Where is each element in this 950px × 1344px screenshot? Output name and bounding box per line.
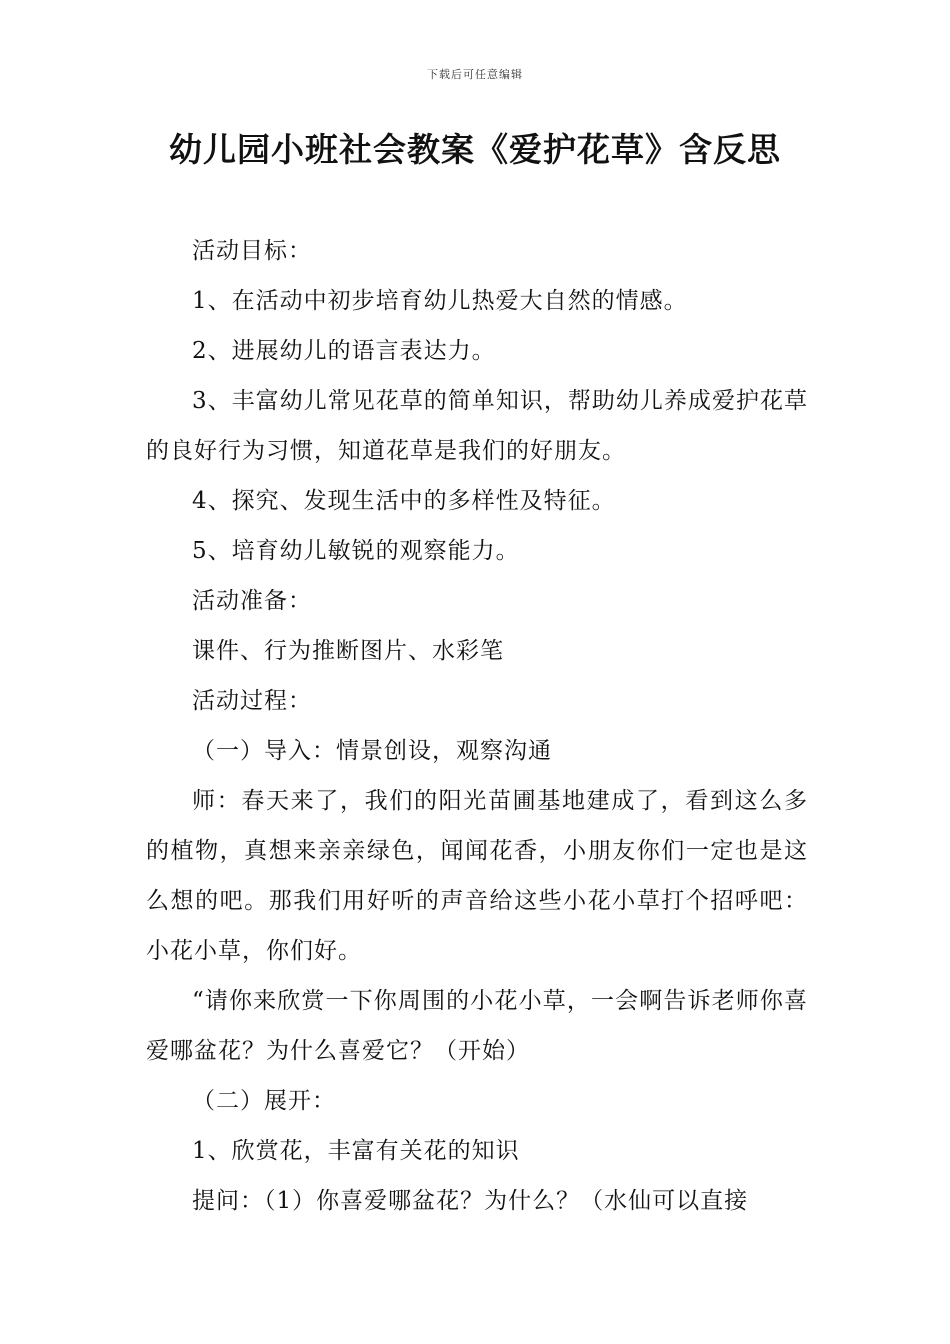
paragraph-step-develop: （二）展开： xyxy=(192,1088,336,1114)
document-title: 幼儿园小班社会教案《爱护花草》含反思 xyxy=(169,130,781,169)
paragraph-goal-5: 5、培育幼儿敏锐的观察能力。 xyxy=(192,538,520,564)
paragraph-teacher-speech: 师：春天来了，我们的阳光苗圃基地建成了，看到这么多的植物，真想来亲亲绿色，闻闻花香，小朋友你们一定也是这么想的吧。那我们用好听的声音给这些小花小草打个招呼吧：小花小草，你们好。 xyxy=(146,788,808,964)
section-heading-preparation: 活动准备： xyxy=(192,588,312,614)
paragraph-appreciate-flowers: 1、欣赏花，丰富有关花的知识 xyxy=(192,1138,520,1164)
paragraph-goal-3: 3、丰富幼儿常见花草的简单知识，帮助幼儿养成爱护花草的良好行为习惯，知道花草是我们的好朋友。 xyxy=(146,388,808,464)
header-note: 下载后可任意编辑 xyxy=(427,68,523,81)
section-heading-goals: 活动目标： xyxy=(192,238,312,264)
paragraph-goal-4: 4、探究、发现生活中的多样性及特征。 xyxy=(192,488,616,514)
paragraph-preparation: 课件、行为推断图片、水彩笔 xyxy=(192,638,504,664)
paragraph-goal-2: 2、进展幼儿的语言表达力。 xyxy=(192,338,496,364)
paragraph-question: 提问：（1）你喜爱哪盆花？为什么？（水仙可以直接 xyxy=(192,1188,749,1214)
document-body xyxy=(146,226,808,1226)
paragraph-goal-1: 1、在活动中初步培育幼儿热爱大自然的情感。 xyxy=(192,288,688,314)
section-heading-process: 活动过程： xyxy=(192,688,312,714)
paragraph-invitation: “请你来欣赏一下你周围的小花小草，一会啊告诉老师你喜爱哪盆花？为什么喜爱它？（开始） xyxy=(146,988,808,1064)
paragraph-step-intro: （一）导入：情景创设，观察沟通 xyxy=(192,738,552,764)
